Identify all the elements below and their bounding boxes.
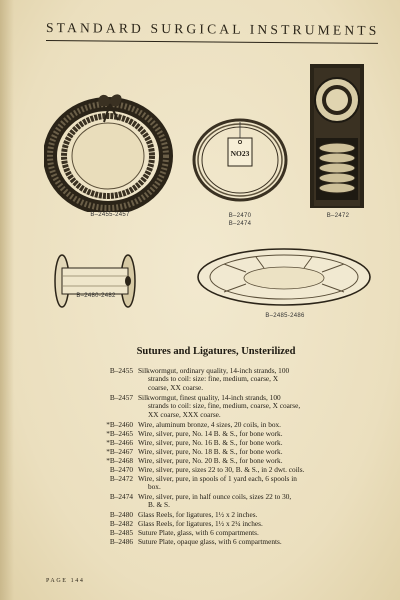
product-code: *B–2466 xyxy=(106,438,133,447)
product-code: *B–2465 xyxy=(106,429,133,438)
figure-caption: B–2485-2486 xyxy=(265,313,305,319)
silver-wire-coil-illustration xyxy=(186,104,296,208)
product-description: Suture Plate, opaque glass, with 6 compartments. xyxy=(138,537,282,546)
product-code: *B–2467 xyxy=(106,447,133,456)
product-code: *B–2460 xyxy=(106,420,133,429)
product-code: B–2485 xyxy=(109,528,133,537)
product-description: Wire, silver, pure, in spools of 1 yard each, 6 spools in box. xyxy=(138,474,297,492)
product-description: Wire, silver, pure, in half ounce coils, sizes 22 to 30, B. & S. xyxy=(138,492,292,510)
product-description: Wire, aluminum bronze, 4 sizes, 20 coils, in box. xyxy=(138,420,281,429)
section-title: Sutures and Ligatures, Unsterilized xyxy=(136,346,296,357)
product-code: B–2480 xyxy=(109,510,133,519)
product-description: Silkwormgut, ordinary quality, 14-inch strands, 100 strands to coil: size: fine, medium, coarse, X coarse, XX coarse. xyxy=(138,366,290,392)
figure-caption: B–2472 xyxy=(326,213,350,219)
figure-caption: B–2470 xyxy=(228,213,252,219)
product-description: Wire, silver, pure, No. 14 B. & S., for bone work. xyxy=(138,429,283,438)
page-header: STANDARD SURGICAL INSTRUMENTS xyxy=(45,20,380,38)
product-code: B–2474 xyxy=(109,492,133,501)
product-description: Wire, silver, pure, No. 16 B. & S., for bone work. xyxy=(138,438,283,447)
product-code: *B–2468 xyxy=(106,456,133,465)
product-description: Suture Plate, glass, with 6 compartments. xyxy=(138,528,259,537)
silkwormgut-coil-illustration xyxy=(44,88,176,212)
figure-caption: B–2455-2457 xyxy=(90,212,130,218)
product-code: B–2486 xyxy=(109,537,133,546)
product-description: Wire, silver, pure, sizes 22 to 30, B. & S., in 2 dwt. coils. xyxy=(138,465,305,474)
product-code: B–2482 xyxy=(109,519,133,528)
product-description: Wire, silver, pure, No. 18 B. & S., for bone work. xyxy=(138,447,283,456)
page-binding-shadow xyxy=(0,0,14,600)
product-description: Wire, silver, pure, No. 20 B. & S., for bone work. xyxy=(138,456,283,465)
coil-tag-number: NO23 xyxy=(230,149,250,158)
glass-reel-illustration xyxy=(50,250,140,312)
product-code: B–2457 xyxy=(109,393,133,402)
product-code: B–2470 xyxy=(109,465,133,474)
product-code: B–2455 xyxy=(109,366,133,375)
product-description: Glass Reels, for ligatures, 1½ x 2¼ inches. xyxy=(138,519,263,528)
figure-caption: B–2480-2482 xyxy=(76,293,116,299)
product-description: Glass Reels, for ligatures, 1½ x 2 inches. xyxy=(138,510,258,519)
suture-plate-illustration xyxy=(194,244,374,310)
product-description: Silkwormgut, finest quality, 14-inch strands, 100 strands to coil: size, fine, medium, coarse, X coarse, XX coarse, XXX coarse. xyxy=(138,393,301,419)
wire-spool-box-illustration xyxy=(304,60,368,212)
header-rule xyxy=(46,40,378,44)
figure-caption: B–2474 xyxy=(228,221,252,227)
product-code: B–2472 xyxy=(109,474,133,483)
page-number: PAGE 144 xyxy=(46,578,85,584)
